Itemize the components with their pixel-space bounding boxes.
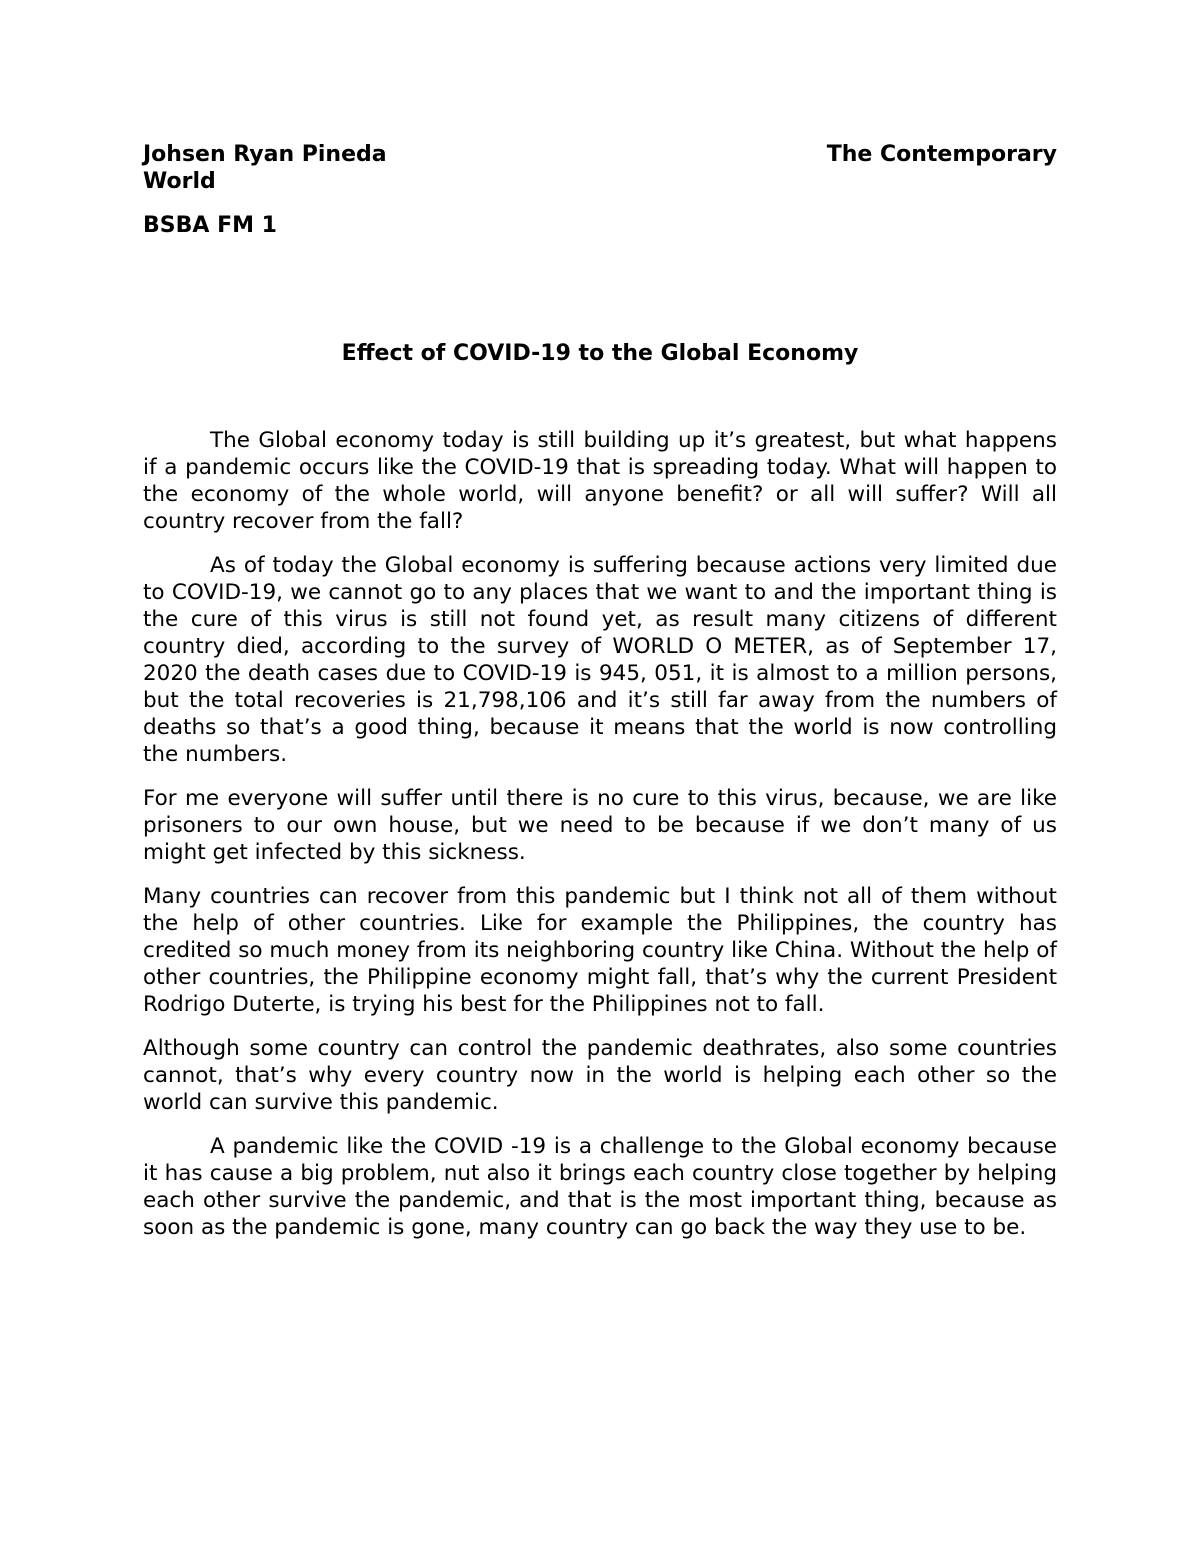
header-row xyxy=(143,141,1057,168)
paragraph-3: For me everyone will suffer until there is no cure to this virus, because, we are like prisoners to our own house, but we need to be because if we don’t many of us might get infected by this sickness. xyxy=(143,786,1057,865)
author-name: Johsen Ryan Pineda xyxy=(143,142,387,167)
paragraph-6: A pandemic like the COVID -19 is a challenge to the Global economy because it has cause a big problem, nut also it brings each country close together by helping each other survive the pandemic, and that is the most important thing, because as soon as the pandemic is gone, many country can go back the way they use to be. xyxy=(143,1134,1057,1240)
document-body xyxy=(143,427,1057,1258)
subject-name-continued: World xyxy=(143,169,216,194)
paragraph-5: Although some country can control the pandemic deathrates, also some countries cannot, that’s why every country now in the world is helping each other so the world can survive this pandemic. xyxy=(143,1036,1057,1115)
paragraph-2: As of today the Global economy is suffering because actions very limited due to COVID-19, we cannot go to any places that we want to and the important thing is the cure of this virus is still not found yet, as result many citizens of different country died, according to the survey of WORLD O METER, as of September 17, 2020 the death cases due to COVID-19 is 945, 051, it is almost to a million persons, but the total recoveries is 21,798,106 and it’s still far away from the numbers of deaths so that’s a good thing, because it means that the world is now controlling the numbers. xyxy=(143,553,1057,767)
paragraph-4: Many countries can recover from this pandemic but I think not all of them without the help of other countries. Like for example the Philippines, the country has credited so much money from its neighboring country like China. Without the help of other countries, the Philippine economy might fall, that’s why the current President Rodrigo Duterte, is trying his best for the Philippines not to fall. xyxy=(143,884,1057,1017)
subject-name: The Contemporary xyxy=(826,142,1057,167)
paragraph-1: The Global economy today is still building up it’s greatest, but what happens if a pandemic occurs like the COVID-19 that is spreading today. What will happen to the economy of the whole world, will anyone benefit? or all will suffer? Will all country recover from the fall? xyxy=(143,428,1057,534)
course-label: BSBA FM 1 xyxy=(143,213,277,238)
document-title: Effect of COVID-19 to the Global Economy xyxy=(341,341,859,366)
document-header xyxy=(143,141,1057,239)
